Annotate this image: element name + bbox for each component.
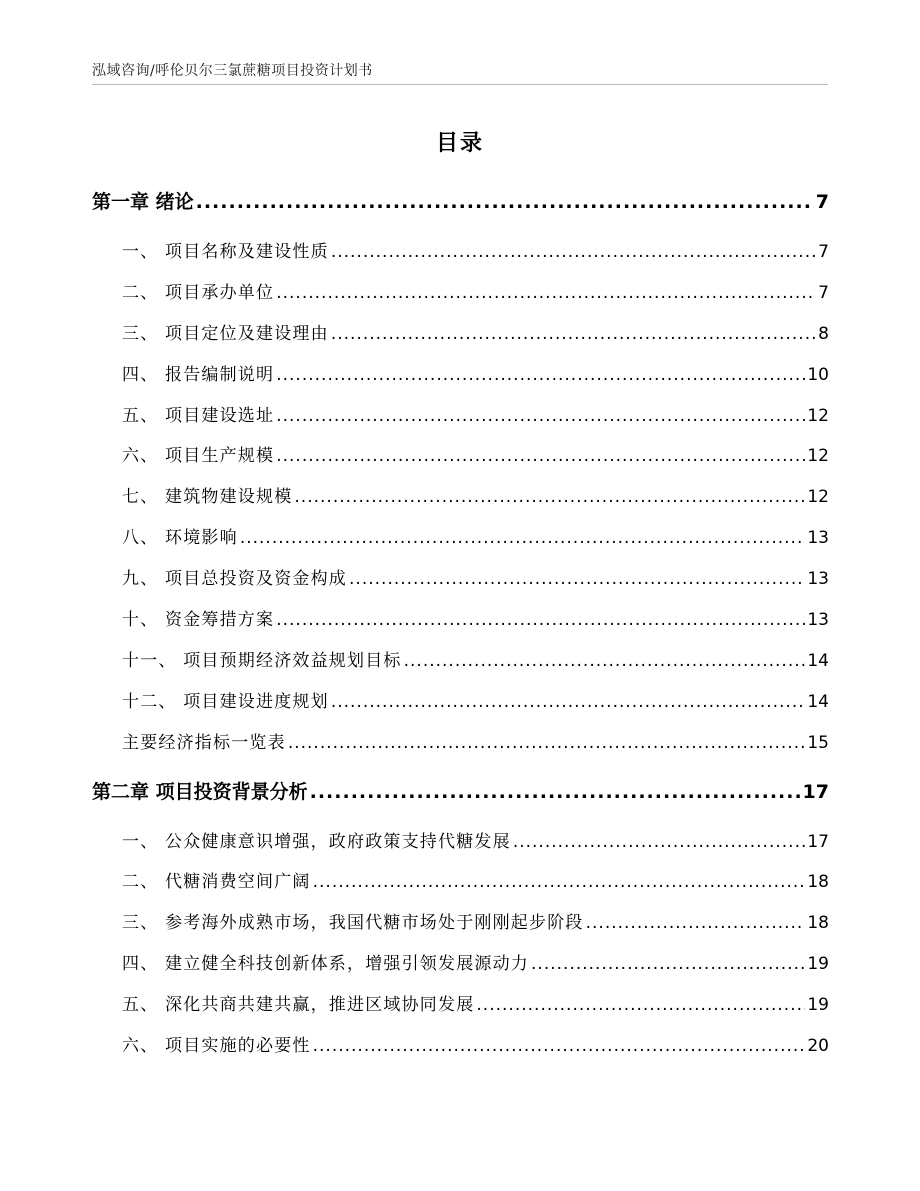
toc-page-number: 20: [807, 1036, 829, 1057]
dot-leader: [276, 355, 805, 396]
toc-page-number: 10: [807, 364, 829, 385]
toc-page-number: 19: [807, 995, 829, 1016]
toc-entry-label: 一、 公众健康意识增强，政府政策支持代糖发展: [122, 831, 511, 852]
toc-entry-label: 十二、 项目建设进度规划: [122, 691, 329, 712]
dot-leader: [276, 273, 816, 314]
toc-page-number: 13: [807, 610, 829, 631]
toc-page-number: 14: [807, 650, 829, 671]
toc-chapter-label: 第一章 绪论: [92, 191, 194, 213]
dot-leader: [404, 641, 806, 682]
toc-entry[interactable]: [92, 944, 829, 985]
toc-entry[interactable]: [92, 436, 829, 477]
toc-entry[interactable]: [92, 903, 829, 944]
toc-entry-label: 十一、 项目预期经济效益规划目标: [122, 650, 402, 671]
toc-page-number: 8: [818, 323, 829, 344]
header-divider: [92, 84, 828, 85]
toc-entry-label: 二、 代糖消费空间广阔: [122, 872, 311, 893]
toc-entry-label: 主要经济指标一览表: [122, 732, 286, 753]
toc-chapter-label: 第二章 项目投资背景分析: [92, 780, 308, 803]
toc-entry-label: 六、 项目实施的必要性: [122, 1036, 311, 1057]
toc-page-number: 18: [807, 872, 829, 893]
dot-leader: [531, 944, 805, 985]
toc-entry-label: 四、 报告编制说明: [122, 364, 275, 385]
toc-entry[interactable]: [92, 862, 829, 903]
toc-entry-label: 五、 深化共商共建共赢，推进区域协同发展: [122, 995, 475, 1016]
dot-leader: [313, 862, 806, 903]
dot-leader: [276, 600, 805, 641]
toc-chapter-1[interactable]: [92, 182, 829, 222]
toc-entry-label: 四、 建立健全科技创新体系，增强引领发展源动力: [122, 954, 530, 975]
toc-entry[interactable]: [92, 682, 829, 723]
toc-page-number: 12: [807, 446, 829, 467]
toc-page-number: 7: [815, 191, 829, 213]
toc-entry-label: 十、 资金筹措方案: [122, 610, 275, 631]
toc-entry-label: 三、 项目定位及建设理由: [122, 323, 329, 344]
toc-entry-label: 五、 项目建设选址: [122, 405, 275, 426]
toc-entry-label: 一、 项目名称及建设性质: [122, 242, 329, 262]
dot-leader: [288, 723, 806, 764]
toc-page-number: 12: [807, 405, 829, 426]
toc-page-number: 18: [807, 913, 829, 934]
toc-entry[interactable]: [92, 985, 829, 1026]
toc-page-number: 13: [807, 569, 829, 590]
toc-page-number: 19: [807, 954, 829, 975]
table-of-contents: [92, 182, 829, 1067]
toc-entry[interactable]: [92, 641, 829, 682]
toc-entry[interactable]: [92, 1026, 829, 1067]
toc-entry-label: 三、 参考海外成熟市场，我国代糖市场处于刚刚起步阶段: [122, 913, 584, 934]
running-header: 泓域咨询/呼伦贝尔三氯蔗糖项目投资计划书: [92, 63, 373, 79]
dot-leader: [331, 314, 816, 355]
toc-entry[interactable]: [92, 559, 829, 600]
dot-leader: [276, 396, 805, 437]
dot-leader: [586, 903, 806, 944]
toc-entry[interactable]: [92, 314, 829, 355]
dot-leader: [476, 985, 805, 1026]
dot-leader: [331, 682, 806, 723]
dot-leader: [294, 477, 805, 518]
toc-chapter-2[interactable]: [92, 772, 829, 812]
toc-entry-label: 六、 项目生产规模: [122, 446, 275, 467]
toc-page-number: 13: [807, 528, 829, 549]
toc-entry-label: 七、 建筑物建设规模: [122, 487, 293, 508]
dot-leader: [313, 1026, 806, 1067]
dot-leader: [310, 772, 801, 812]
toc-page-number: 7: [818, 282, 829, 303]
toc-entry[interactable]: [92, 355, 829, 396]
toc-page-number: 17: [807, 831, 829, 852]
toc-entry[interactable]: [92, 822, 829, 863]
toc-entry-label: 八、 环境影响: [122, 528, 238, 549]
toc-title: 目录: [435, 131, 484, 156]
toc-page-number: 17: [802, 780, 829, 803]
toc-entry[interactable]: [92, 477, 829, 518]
toc-entry[interactable]: [92, 723, 829, 764]
dot-leader: [276, 436, 805, 477]
dot-leader: [196, 182, 814, 222]
toc-entry-label: 九、 项目总投资及资金构成: [122, 569, 348, 590]
toc-page-number: 7: [818, 242, 829, 262]
toc-entry[interactable]: [92, 273, 829, 314]
dot-leader: [331, 232, 816, 273]
dot-leader: [349, 559, 805, 600]
toc-entry[interactable]: [92, 600, 829, 641]
dot-leader: [513, 822, 806, 863]
toc-entry[interactable]: [92, 518, 829, 559]
toc-page-number: 14: [807, 691, 829, 712]
toc-entry-label: 二、 项目承办单位: [122, 282, 275, 303]
dot-leader: [240, 518, 806, 559]
toc-entry[interactable]: [92, 232, 829, 273]
toc-page-number: 15: [807, 732, 829, 753]
toc-page-number: 12: [807, 487, 829, 508]
toc-entry[interactable]: [92, 396, 829, 437]
